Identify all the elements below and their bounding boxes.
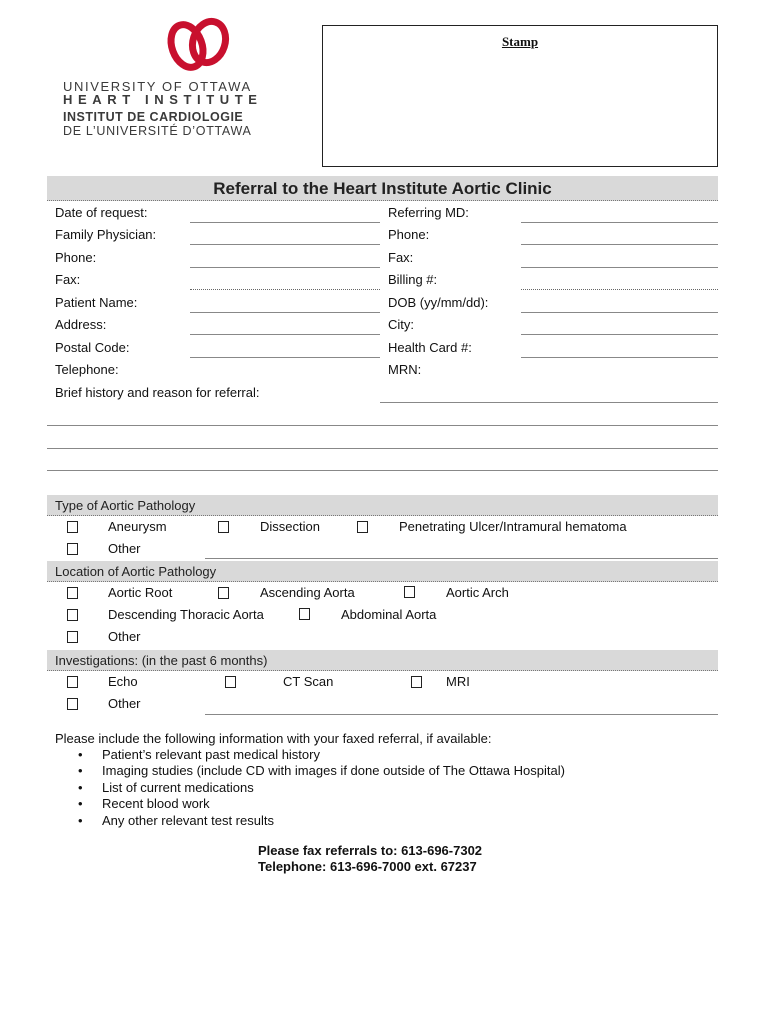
- field-history-line-2[interactable]: [47, 425, 718, 426]
- notes-item-blood-work: Recent blood work: [102, 796, 210, 812]
- list-item: [78, 796, 565, 812]
- option-aneurysm: Aneurysm: [108, 519, 167, 534]
- bullet: •: [78, 763, 83, 779]
- field-history-line-1[interactable]: [380, 402, 718, 403]
- list-item: [78, 813, 565, 829]
- list-item: [78, 780, 565, 796]
- checkbox-investigations-other[interactable]: [67, 698, 78, 710]
- list-item: [78, 763, 565, 779]
- checkbox-dissection[interactable]: [218, 521, 229, 533]
- label-patient-name: Patient Name:: [55, 295, 138, 310]
- field-health-card[interactable]: [521, 357, 718, 358]
- field-history-line-3[interactable]: [47, 448, 718, 449]
- org-name-line-3: INSTITUT DE CARDIOLOGIE: [63, 110, 244, 124]
- stamp-box: [322, 25, 718, 167]
- field-city[interactable]: [521, 334, 718, 335]
- checkbox-pathology-other[interactable]: [67, 543, 78, 555]
- checkbox-aneurysm[interactable]: [67, 521, 78, 533]
- option-aortic-arch: Aortic Arch: [446, 585, 509, 600]
- field-investigations-other[interactable]: [205, 714, 718, 715]
- field-pathology-other[interactable]: [205, 558, 718, 559]
- label-telephone: Telephone:: [55, 362, 119, 377]
- checkbox-location-other[interactable]: [67, 631, 78, 643]
- org-name-line-4: DE L’UNIVERSITÉ D’OTTAWA: [63, 124, 252, 138]
- label-history: Brief history and reason for referral:: [55, 385, 260, 400]
- field-patient-name[interactable]: [190, 312, 380, 313]
- label-city: City:: [388, 317, 414, 332]
- label-physician-phone: Phone:: [55, 250, 97, 265]
- option-mri: MRI: [446, 674, 470, 689]
- checkbox-aortic-root[interactable]: [67, 587, 78, 599]
- option-abdominal-aorta: Abdominal Aorta: [341, 607, 437, 622]
- label-postal-code: Postal Code:: [55, 340, 130, 355]
- bullet: •: [78, 779, 83, 795]
- notes-item-imaging: Imaging studies (include CD with images if done outside of The Ottawa Hospital): [102, 763, 565, 779]
- field-billing[interactable]: [521, 289, 718, 290]
- label-dob: DOB (yy/mm/dd):: [388, 295, 489, 310]
- field-postal-code[interactable]: [190, 357, 380, 358]
- list-item: [78, 747, 565, 763]
- label-referring-md: Referring MD:: [388, 205, 469, 220]
- checkbox-mri[interactable]: [411, 676, 422, 688]
- label-family-physician: Family Physician:: [55, 227, 157, 242]
- field-address[interactable]: [190, 334, 380, 335]
- bullet: •: [78, 812, 83, 828]
- notes-intro: Please include the following information with your faxed referral, if available:: [55, 731, 492, 746]
- notes-item-test-results: Any other relevant test results: [102, 812, 274, 828]
- label-address: Address:: [55, 317, 107, 332]
- notes-item-history: Patient’s relevant past medical history: [102, 747, 320, 762]
- form-title: Referral to the Heart Institute Aortic Clinic: [213, 179, 552, 198]
- checkbox-descending-thoracic-aorta[interactable]: [67, 609, 78, 621]
- form-title-bar: [47, 176, 718, 201]
- option-ascending-aorta: Ascending Aorta: [260, 585, 355, 600]
- checkbox-penetrating-ulcer[interactable]: [357, 521, 368, 533]
- option-echo: Echo: [108, 674, 138, 689]
- option-aortic-root: Aortic Root: [108, 585, 173, 600]
- contact-fax: Please fax referrals to: 613-696-7302: [258, 843, 483, 858]
- heart-institute-logo-icon: [160, 14, 240, 74]
- field-referrer-fax[interactable]: [521, 267, 718, 268]
- field-referring-md[interactable]: [521, 222, 718, 223]
- section-pathology: [47, 495, 718, 516]
- bullet: •: [78, 796, 83, 812]
- field-date-of-request[interactable]: [190, 222, 380, 223]
- option-penetrating-ulcer: Penetrating Ulcer/Intramural hematoma: [399, 519, 627, 534]
- org-name-line-1: UNIVERSITY OF OTTAWA: [63, 79, 252, 94]
- org-name-line-2: HEART INSTITUTE: [63, 92, 263, 107]
- label-billing: Billing #:: [388, 272, 438, 287]
- label-health-card: Health Card #:: [388, 340, 472, 355]
- option-location-other: Other: [108, 629, 141, 644]
- label-physician-fax: Fax:: [55, 272, 81, 287]
- notes-item-medications: List of current medications: [102, 779, 254, 795]
- checkbox-ascending-aorta[interactable]: [218, 587, 229, 599]
- checkbox-ct-scan[interactable]: [225, 676, 236, 688]
- field-history-line-4[interactable]: [47, 470, 718, 471]
- contact-block: [258, 843, 482, 875]
- contact-telephone: Telephone: 613-696-7000 ext. 67237: [258, 859, 477, 874]
- section-location: [47, 561, 718, 582]
- section-pathology-heading: Type of Aortic Pathology: [55, 498, 196, 513]
- checkbox-echo[interactable]: [67, 676, 78, 688]
- option-dissection: Dissection: [260, 519, 320, 534]
- field-referrer-phone[interactable]: [521, 244, 718, 245]
- label-referrer-phone: Phone:: [388, 227, 430, 242]
- field-physician-fax[interactable]: [190, 289, 380, 290]
- option-investigations-other: Other: [108, 696, 141, 711]
- option-pathology-other: Other: [108, 541, 141, 556]
- section-investigations-heading: Investigations: (in the past 6 months): [55, 653, 268, 668]
- stamp-label: Stamp: [501, 34, 539, 49]
- bullet: •: [78, 747, 83, 762]
- option-ct-scan: CT Scan: [283, 674, 334, 689]
- label-referrer-fax: Fax:: [388, 250, 414, 265]
- field-physician-phone[interactable]: [190, 267, 380, 268]
- field-dob[interactable]: [521, 312, 718, 313]
- section-location-heading: Location of Aortic Pathology: [55, 564, 217, 579]
- option-descending-thoracic-aorta: Descending Thoracic Aorta: [108, 607, 264, 622]
- checkbox-abdominal-aorta[interactable]: [299, 608, 310, 620]
- notes-list: [78, 747, 565, 829]
- label-mrn: MRN:: [388, 362, 422, 377]
- checkbox-aortic-arch[interactable]: [404, 586, 415, 598]
- section-investigations: [47, 650, 718, 671]
- field-family-physician[interactable]: [190, 244, 380, 245]
- label-date-of-request: Date of request:: [55, 205, 148, 220]
